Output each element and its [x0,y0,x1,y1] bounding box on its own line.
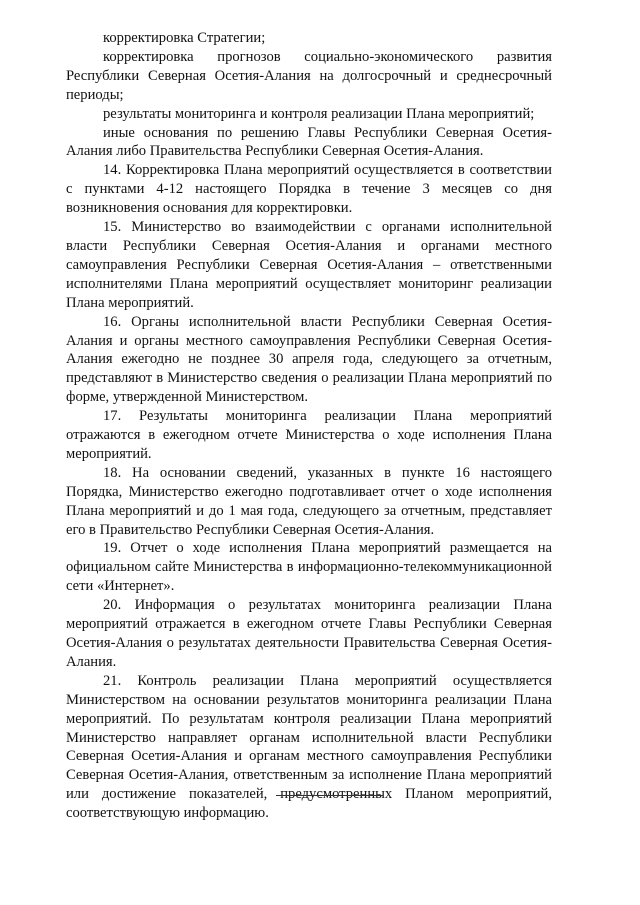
paragraph-other-grounds: иные основания по решению Главы Республики Северная Осетия-Алания либо Правительства Республики Северная Осетия-Алания. [66,124,552,160]
paragraph-21: 21. Контроль реализации Плана мероприятий осуществляется Министерством на основании результатов мониторинга реализации Плана мероприятий. По результатам контроля реализации Плана мероприятий Министерство направляет органам исполнительной власти Республики Северная Осетия-Алания и органам местного самоуправления Республики Северная Осетия-Алания, ответственным за исполнение Плана мероприятий или достижение показателей, предусмотренных Планом мероприятий, соответствующую информацию. [66,672,552,822]
end-divider-line [276,795,383,796]
paragraph-16: 16. Органы исполнительной власти Республики Северная Осетия-Алания и органы местного самоуправления Республики Северная Осетия-Алания ежегодно не позднее 30 апреля года, следующего за отчетным, представляют в Министерство сведения о реализации Плана мероприятий по форме, утвержденной Министерством. [66,313,552,406]
document-body [66,29,552,823]
paragraph-18: 18. На основании сведений, указанных в пункте 16 настоящего Порядка, Министерство ежегодно подготавливает отчет о ходе исполнения Плана мероприятий и до 1 мая года, следующего за отчетным, представляет его в Правительство Республики Северная Осетия-Алания. [66,464,552,538]
paragraph-forecast-adjustment: корректировка прогнозов социально-экономического развития Республики Северная Осетия-Алания на долгосрочный и среднесрочный периоды; [66,48,552,103]
paragraph-monitoring-results: результаты мониторинга и контроля реализации Плана мероприятий; [103,105,535,122]
paragraph-14: 14. Корректировка Плана мероприятий осуществляется в соответствии с пунктами 4-12 настоящего Порядка в течение 3 месяцев со дня возникновения основания для корректировки. [66,162,552,217]
paragraph-strategy-adjustment: корректировка Стратегии; [103,30,266,46]
paragraph-19: 19. Отчет о ходе исполнения Плана мероприятий размещается на официальном сайте Министерства в информационно-телекоммуникационной сети «Интернет». [66,540,552,595]
paragraph-17: 17. Результаты мониторинга реализации Плана мероприятий отражаются в ежегодном отчете Министерства о ходе исполнения Плана мероприятий. [66,408,552,462]
paragraph-20: 20. Информация о результатах мониторинга реализации Плана мероприятий отражается в ежегодном отчете Главы Республики Северная Осетия-Алания о результатах деятельности Правительства Северная Осетия-Алания. [66,597,552,670]
paragraph-15: 15. Министерство во взаимодействии с органами исполнительной власти Республики Северная Осетия-Алания и органами местного самоуправления Республики Северная Осетия-Алания – ответственными исполнителями Плана мероприятий осуществляет мониторинг реализации Плана мероприятий. [66,219,552,311]
